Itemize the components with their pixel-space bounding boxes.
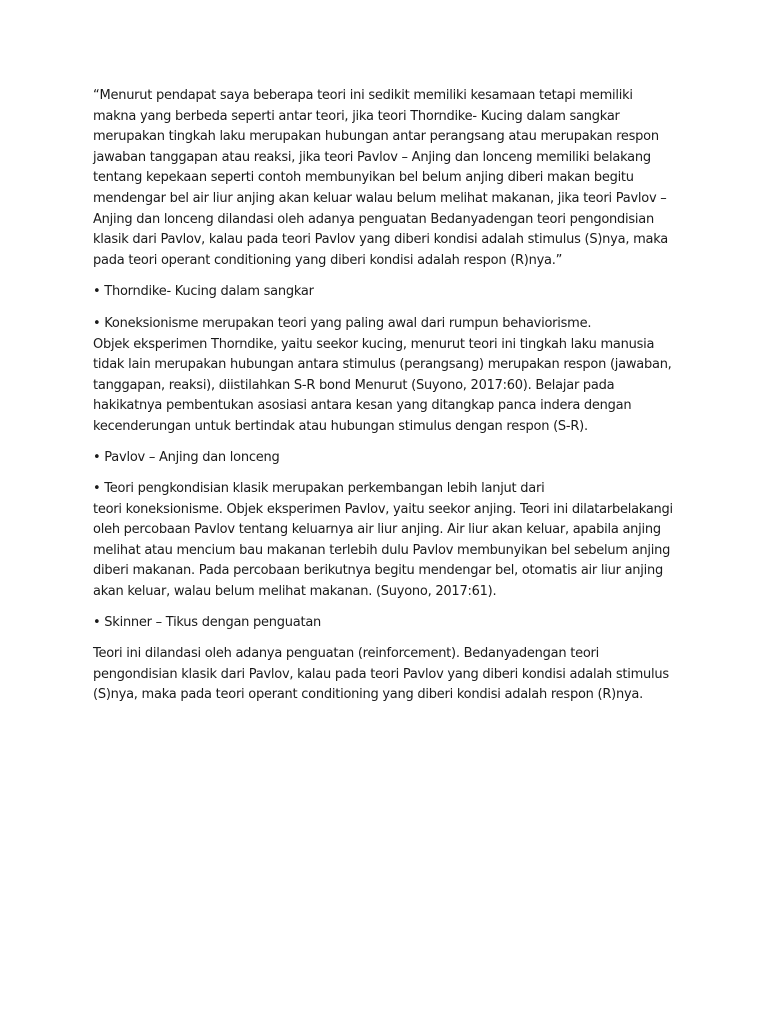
- text-line: oleh percobaan Pavlov tentang keluarnya air liur anjing. Air liur akan keluar, apabila anjing: [93, 522, 661, 538]
- bullet-heading-text: • Thorndike- Kucing dalam sangkar: [93, 284, 314, 300]
- text-line: hakikatnya pembentukan asosiasi antara kesan yang ditangkap panca indera dengan: [93, 398, 632, 414]
- text-line: tidak lain merupakan hubungan antara stimulus (perangsang) merupakan respon (jawaban,: [93, 357, 672, 373]
- text-line: kecenderungan untuk bertindak atau hubungan stimulus dengan respon (S-R).: [93, 418, 588, 434]
- text-line: “Menurut pendapat saya beberapa teori ini sedikit memiliki kesamaan tetapi memiliki: [93, 88, 633, 103]
- skinner-heading: [93, 613, 683, 634]
- intro-quote-paragraph: [93, 86, 683, 271]
- text-line: • Koneksionisme merupakan teori yang paling awal dari rumpun behaviorisme.: [93, 315, 592, 331]
- text-line: Objek eksperimen Thorndike, yaitu seekor kucing, menurut teori ini tingkah laku manusia: [93, 336, 655, 352]
- pavlov-heading: [93, 448, 683, 469]
- text-line: pengondisian klasik dari Pavlov, kalau pada teori Pavlov yang diberi kondisi adalah stimulus: [93, 666, 669, 682]
- thorndike-heading: [93, 282, 683, 303]
- paragraph-spacer: [93, 603, 683, 613]
- text-line: melihat atau mencium bau makanan terlebih dulu Pavlov membunyikan bel sebelum anjing: [93, 542, 671, 558]
- text-line: (S)nya, maka pada teori operant conditioning yang diberi kondisi adalah respon (R)nya.: [93, 687, 643, 703]
- document-body: [93, 86, 683, 706]
- text-line: pada teori operant conditioning yang diberi kondisi adalah respon (R)nya.”: [93, 252, 563, 268]
- bullet-heading-text: • Pavlov – Anjing dan lonceng: [93, 449, 280, 465]
- text-line: diberi makanan. Pada percobaan berikutnya begitu mendengar bel, otomatis air liur anjing: [93, 563, 664, 579]
- operant-paragraph: [93, 644, 683, 706]
- paragraph-spacer: [93, 438, 683, 448]
- text-line: Anjing dan lonceng dilandasi oleh adanya penguatan Bedanyadengan teori pengondisian: [93, 211, 654, 227]
- text-line: makna yang berbeda seperti antar teori, jika teori Thorndike- Kucing dalam sangkar: [93, 108, 620, 124]
- text-line: mendengar bel air liur anjing akan keluar walau belum melihat makanan, jika teori Pavlov –: [93, 190, 667, 206]
- text-line: klasik dari Pavlov, kalau pada teori Pavlov yang diberi kondisi adalah stimulus (S)nya, maka: [93, 232, 668, 248]
- text-line: Teori ini dilandasi oleh adanya penguatan (reinforcement). Bedanyadengan teori: [93, 646, 599, 662]
- text-line: tanggapan, reaksi), diistilahkan S-R bond Menurut (Suyono, 2017:60). Belajar pada: [93, 377, 615, 393]
- text-line: akan keluar, walau belum melihat makanan. (Suyono, 2017:61).: [93, 584, 497, 600]
- bullet-heading-text: • Skinner – Tikus dengan penguatan: [93, 614, 322, 630]
- koneksionisme-paragraph: [93, 314, 683, 438]
- text-line: teori koneksionisme. Objek eksperimen Pavlov, yaitu seekor anjing. Teori ini dilatarbelakangi: [93, 501, 673, 517]
- pengkondisian-klasik-paragraph: [93, 479, 683, 603]
- text-line: tentang kepekaan seperti contoh membunyikan bel belum anjing diberi makan begitu: [93, 170, 634, 186]
- text-line: • Teori pengkondisian klasik merupakan perkembangan lebih lanjut dari: [93, 481, 545, 497]
- text-line: merupakan tingkah laku merupakan hubungan antar perangsang atau merupakan respon: [93, 129, 659, 145]
- text-line: jawaban tanggapan atau reaksi, jika teori Pavlov – Anjing dan lonceng memiliki belakang: [93, 149, 651, 165]
